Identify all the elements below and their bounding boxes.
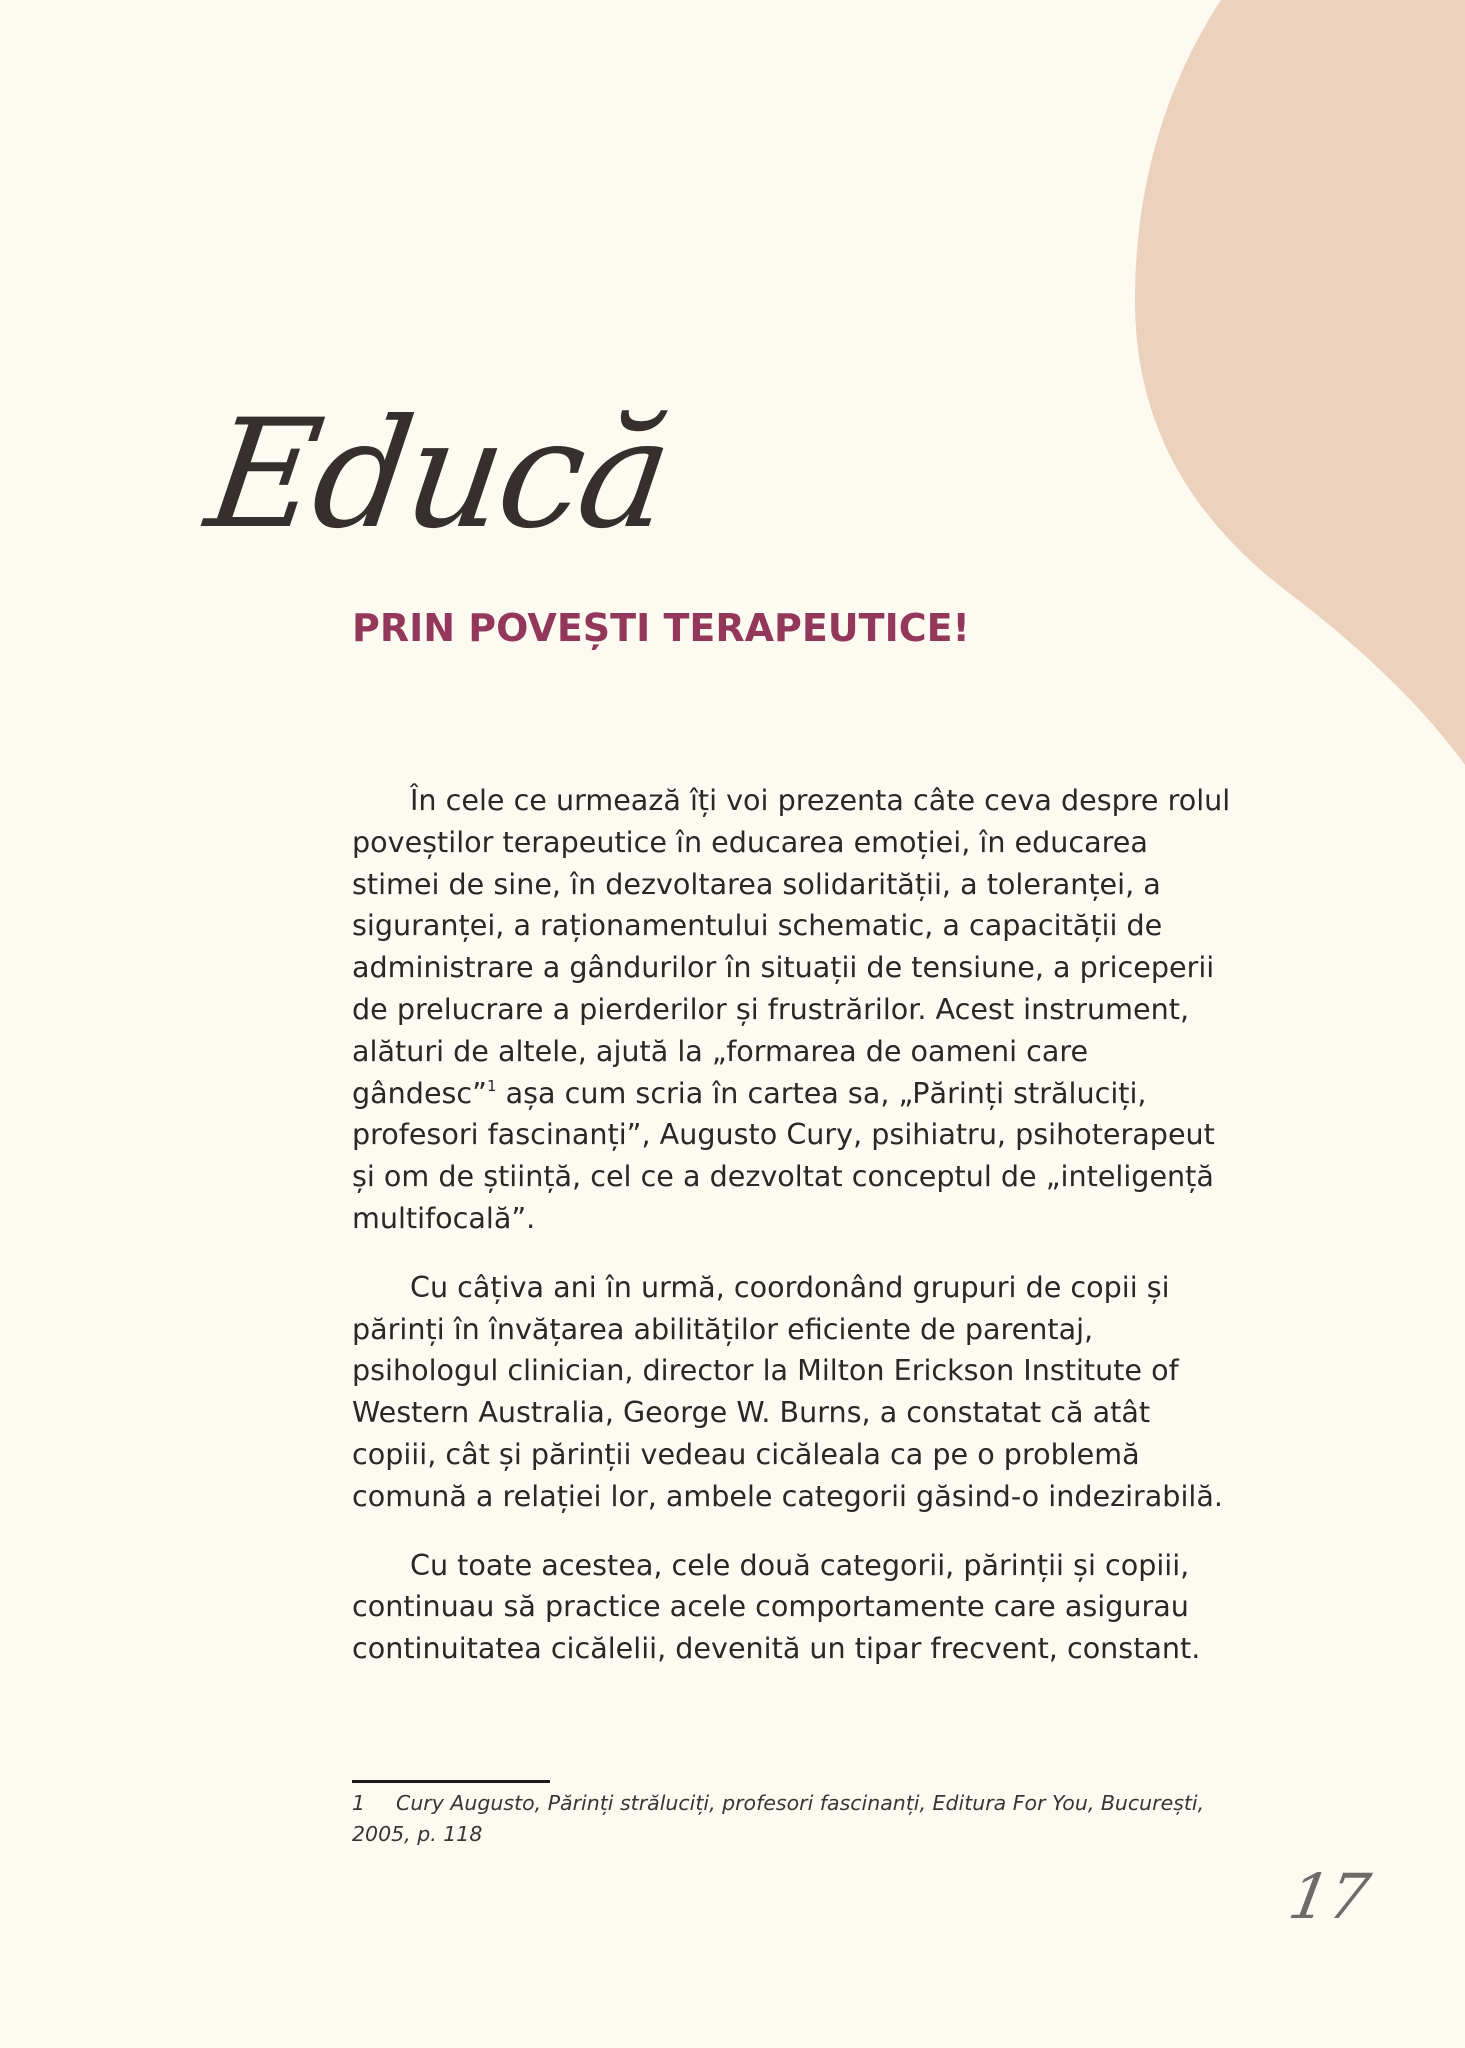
paragraph-1	[352, 780, 1232, 1240]
page-subtitle: PRIN POVEȘTI TERAPEUTICE!	[352, 606, 970, 650]
footnote	[352, 1788, 1232, 1850]
paragraph-1-text-cont: așa cum scria în cartea sa, „Părinți străluciți, profesori fascinanți”, Augusto Cury, psihiatru, psihoterapeut și om de știință, cel ce a dezvoltat conceptul de „inteligență multifocală”.	[352, 1075, 1215, 1235]
body-text	[352, 780, 1232, 1697]
footnote-text: Cury Augusto, Părinți străluciți, profesori fascinanți, Editura For You, București, 2005, p. 118	[352, 1791, 1205, 1846]
footnote-number: 1	[352, 1791, 366, 1815]
paragraph-2: Cu câțiva ani în urmă, coordonând grupuri de copii și părinți în învățarea abilităților eficiente de parentaj, psihologul clinician, director la Milton Erickson Institute of Western Australia, George W. Burns, a constatat că atât copiii, cât și părinții vedeau cicăleala ca pe o problemă comună a relației lor, ambele categorii găsind-o indezirabilă.	[352, 1269, 1223, 1513]
page-number: 17	[1283, 1860, 1376, 1933]
decorative-blob	[1135, 0, 1465, 780]
paragraph-1-text: În cele ce urmează îți voi prezenta câte ceva despre rolul poveștilor terapeutice în educarea emoției, în educarea stimei de sine, în dezvoltarea solidarității, a toleranței, a siguranței, a raționamentului schematic, a capacității de administrare a gândurilor în situații de tensiune, a priceperii de prelucrare a pierderilor și frustrărilor. Acest instrument, alături de altele, ajută la „formarea de oameni care gândesc”	[352, 783, 1231, 1110]
footnote-divider	[352, 1780, 550, 1783]
paragraph-3: Cu toate acestea, cele două categorii, părinții și copiii, continuau să practice acele comportamente care asigurau continuitatea cicălelii, devenită un tipar frecvent, constant.	[352, 1547, 1201, 1666]
footnote-reference: 1	[486, 1076, 497, 1095]
page-title: Educă	[197, 388, 678, 562]
